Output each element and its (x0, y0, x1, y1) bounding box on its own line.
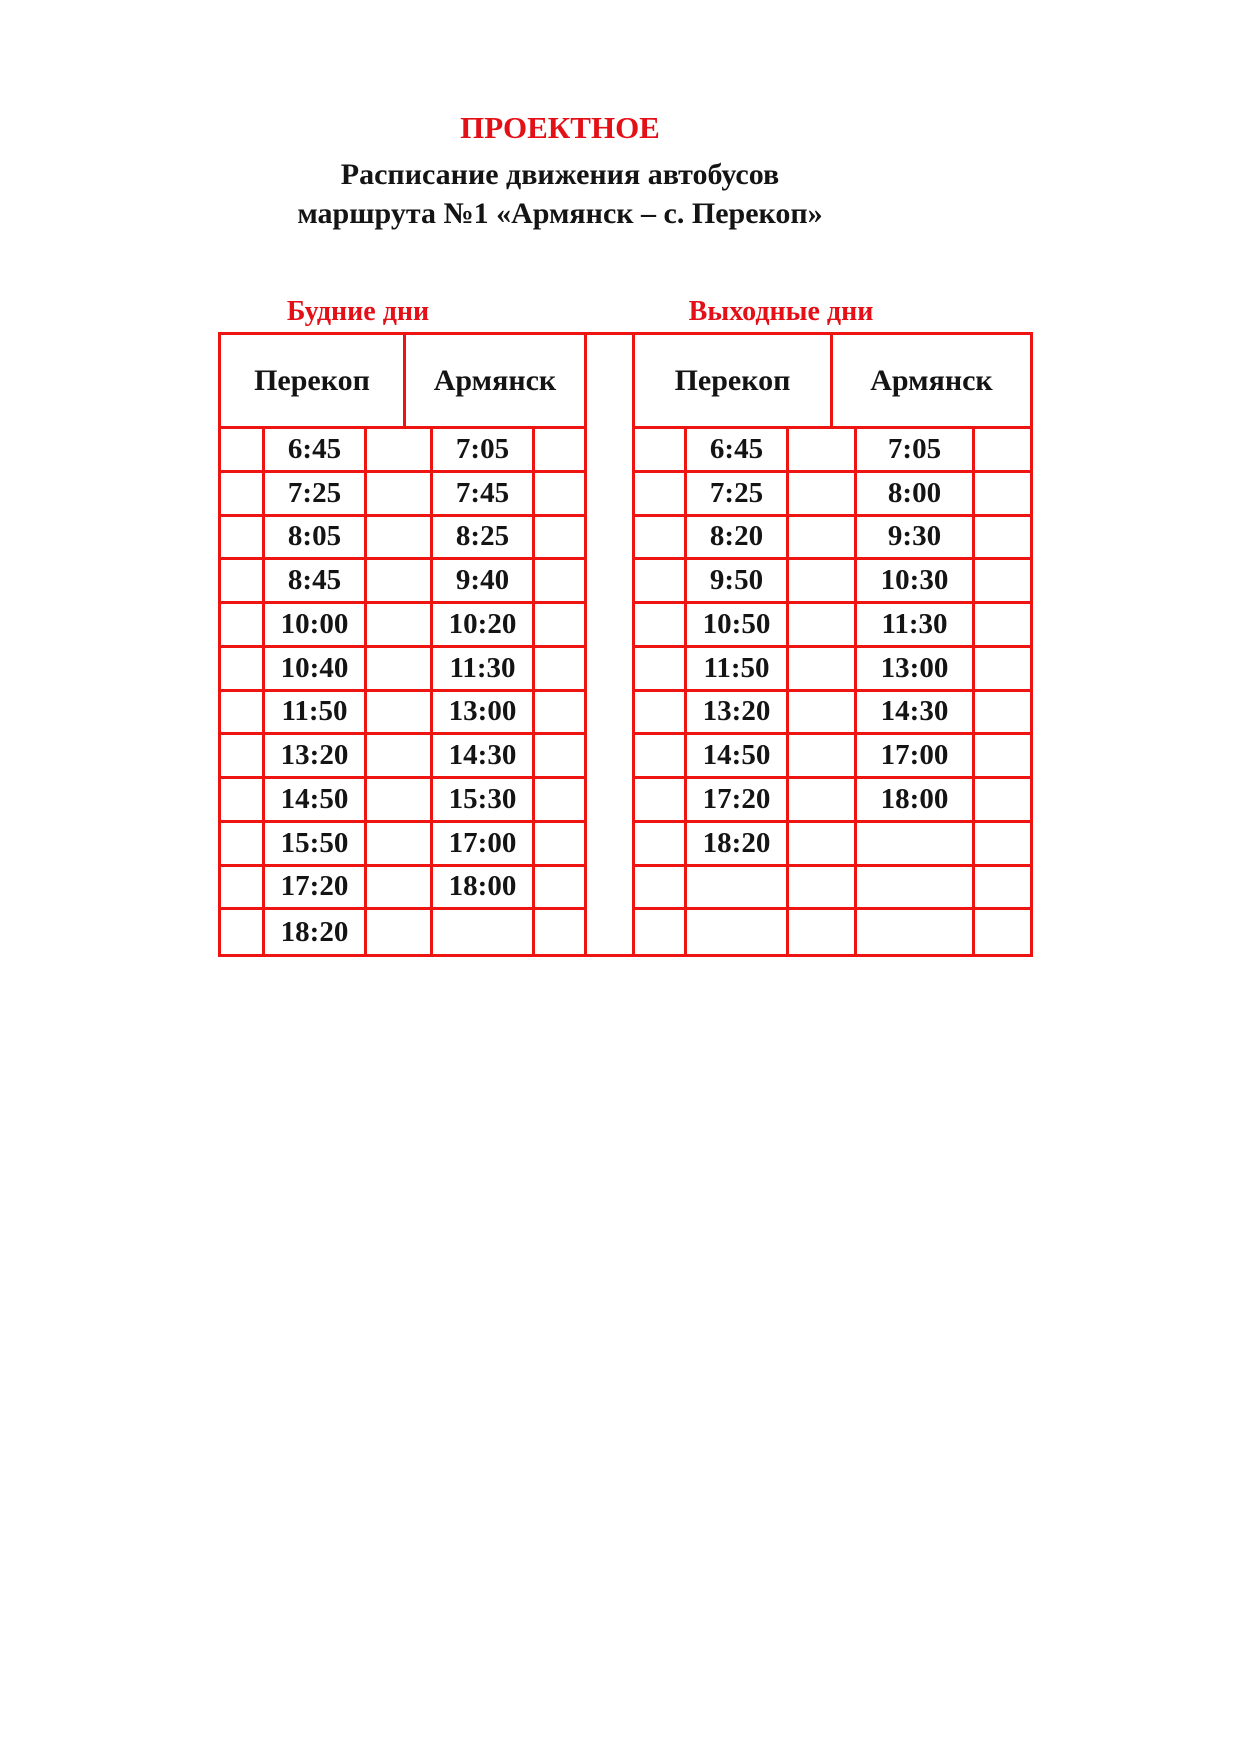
armyansk-time-cell: 9:40 (433, 560, 535, 604)
spacer-cell (975, 867, 1030, 911)
armyansk-time-cell (857, 910, 975, 954)
spacer-cell (535, 779, 584, 823)
spacer-cell (635, 560, 687, 604)
perekop-time-cell: 11:50 (265, 692, 367, 736)
spacer-cell (535, 692, 584, 736)
spacer-cell (367, 604, 433, 648)
spacer-cell (535, 473, 584, 517)
perekop-time-cell (687, 867, 789, 911)
spacer-cell (221, 692, 265, 736)
armyansk-time-cell: 7:05 (857, 429, 975, 473)
weekdays-table (218, 332, 587, 957)
armyansk-time-cell: 10:20 (433, 604, 535, 648)
spacer-cell (221, 779, 265, 823)
armyansk-time-cell: 9:30 (857, 517, 975, 561)
spacer-cell (221, 823, 265, 867)
armyansk-time-cell: 15:30 (433, 779, 535, 823)
spacer-cell (789, 648, 857, 692)
title-line-1: Расписание движения автобусов (340, 158, 780, 191)
perekop-time-cell: 6:45 (687, 429, 789, 473)
perekop-time-cell: 14:50 (265, 779, 367, 823)
perekop-time-cell: 10:00 (265, 604, 367, 648)
armyansk-time-cell: 7:05 (433, 429, 535, 473)
armyansk-time-cell (857, 867, 975, 911)
perekop-time-cell: 6:45 (265, 429, 367, 473)
armyansk-time-cell: 11:30 (857, 604, 975, 648)
spacer-cell (535, 735, 584, 779)
spacer-cell (789, 867, 857, 911)
armyansk-time-cell: 7:45 (433, 473, 535, 517)
title-line-2: маршрута №1 «Армянск – с. Перекоп» (297, 197, 823, 230)
armyansk-time-cell: 11:30 (433, 648, 535, 692)
perekop-time-cell: 18:20 (265, 910, 367, 954)
spacer-cell (975, 779, 1030, 823)
perekop-time-cell: 13:20 (265, 735, 367, 779)
weekends-table-header (635, 335, 1030, 429)
perekop-time-cell: 7:25 (687, 473, 789, 517)
spacer-cell (635, 779, 687, 823)
spacer-cell (635, 735, 687, 779)
spacer-cell (789, 779, 857, 823)
armyansk-time-cell: 17:00 (857, 735, 975, 779)
spacer-cell (367, 867, 433, 911)
spacer-cell (367, 648, 433, 692)
perekop-time-cell: 11:50 (687, 648, 789, 692)
schedule-tables (218, 332, 1033, 957)
perekop-time-cell: 8:20 (687, 517, 789, 561)
spacer-cell (635, 648, 687, 692)
spacer-cell (221, 910, 265, 954)
spacer-cell (221, 648, 265, 692)
perekop-time-cell: 10:40 (265, 648, 367, 692)
spacer-cell (221, 560, 265, 604)
spacer-cell (367, 517, 433, 561)
spacer-cell (975, 823, 1030, 867)
spacer-cell (789, 823, 857, 867)
spacer-cell (789, 473, 857, 517)
spacer-cell (635, 604, 687, 648)
spacer-cell (789, 692, 857, 736)
perekop-time-cell: 13:20 (687, 692, 789, 736)
armyansk-time-cell: 18:00 (433, 867, 535, 911)
column-header-armyansk: Армянск (870, 363, 993, 397)
spacer-cell (975, 648, 1030, 692)
armyansk-time-cell: 13:00 (433, 692, 535, 736)
spacer-cell (535, 867, 584, 911)
perekop-time-cell: 8:45 (265, 560, 367, 604)
perekop-time-cell: 10:50 (687, 604, 789, 648)
spacer-cell (635, 867, 687, 911)
spacer-cell (535, 517, 584, 561)
armyansk-time-cell: 17:00 (433, 823, 535, 867)
armyansk-time-cell: 13:00 (857, 648, 975, 692)
spacer-cell (975, 604, 1030, 648)
spacer-cell (635, 429, 687, 473)
armyansk-time-cell: 18:00 (857, 779, 975, 823)
spacer-cell (367, 429, 433, 473)
spacer-cell (535, 429, 584, 473)
weekends-table (632, 332, 1033, 957)
spacer-cell (975, 910, 1030, 954)
perekop-time-cell: 14:50 (687, 735, 789, 779)
spacer-cell (535, 648, 584, 692)
spacer-cell (535, 604, 584, 648)
spacer-cell (535, 910, 584, 954)
spacer-cell (221, 604, 265, 648)
armyansk-time-cell: 14:30 (857, 692, 975, 736)
weekends-label: Выходные дни (688, 296, 874, 327)
spacer-cell (789, 910, 857, 954)
spacer-cell (221, 867, 265, 911)
spacer-cell (221, 429, 265, 473)
spacer-cell (367, 473, 433, 517)
perekop-time-cell: 17:20 (687, 779, 789, 823)
spacer-cell (975, 560, 1030, 604)
spacer-cell (367, 910, 433, 954)
spacer-cell (975, 517, 1030, 561)
weekdays-table-header (221, 335, 584, 429)
weekends-table-body (635, 429, 1030, 954)
spacer-cell (367, 735, 433, 779)
perekop-time-cell: 15:50 (265, 823, 367, 867)
armyansk-time-cell (857, 823, 975, 867)
spacer-cell (221, 735, 265, 779)
perekop-time-cell: 9:50 (687, 560, 789, 604)
spacer-cell (367, 560, 433, 604)
spacer-cell (367, 779, 433, 823)
spacer-cell (789, 429, 857, 473)
spacer-cell (789, 735, 857, 779)
perekop-time-cell: 18:20 (687, 823, 789, 867)
stamp-text: ПРОЕКТНОЕ (460, 110, 660, 145)
armyansk-time-cell: 14:30 (433, 735, 535, 779)
spacer-cell (789, 517, 857, 561)
spacer-cell (975, 473, 1030, 517)
spacer-cell (635, 692, 687, 736)
spacer-cell (635, 473, 687, 517)
center-gap-column (587, 332, 632, 957)
perekop-time-cell (687, 910, 789, 954)
spacer-cell (975, 429, 1030, 473)
spacer-cell (789, 604, 857, 648)
spacer-cell (367, 692, 433, 736)
perekop-time-cell: 8:05 (265, 517, 367, 561)
spacer-cell (635, 823, 687, 867)
armyansk-time-cell: 10:30 (857, 560, 975, 604)
spacer-cell (635, 517, 687, 561)
column-header-perekop: Перекоп (635, 335, 833, 426)
spacer-cell (975, 735, 1030, 779)
spacer-cell (221, 517, 265, 561)
spacer-cell (535, 560, 584, 604)
spacer-cell (789, 560, 857, 604)
weekdays-label: Будние дни (286, 296, 430, 327)
column-header-armyansk: Армянск (433, 363, 557, 397)
spacer-cell (635, 910, 687, 954)
spacer-cell (975, 692, 1030, 736)
perekop-time-cell: 17:20 (265, 867, 367, 911)
armyansk-time-cell (433, 910, 535, 954)
title-block (0, 108, 1120, 233)
spacer-cell (535, 823, 584, 867)
spacer-cell (367, 823, 433, 867)
armyansk-time-cell: 8:25 (433, 517, 535, 561)
perekop-time-cell: 7:25 (265, 473, 367, 517)
column-header-perekop: Перекоп (221, 335, 406, 426)
spacer-cell (221, 473, 265, 517)
weekdays-table-body (221, 429, 584, 954)
armyansk-time-cell: 8:00 (857, 473, 975, 517)
